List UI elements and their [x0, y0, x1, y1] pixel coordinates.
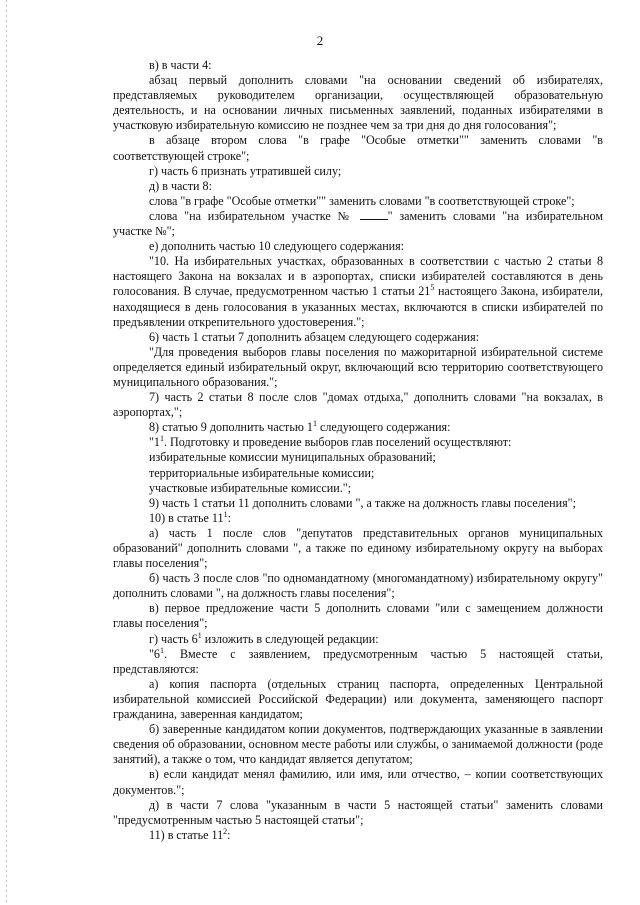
text-run: 8) статью 9 дополнить частью 1 — [149, 420, 313, 435]
paragraph: в) первое предложение части 5 дополнить словами "или с замещением должности главы поселения"; — [113, 601, 603, 631]
text-run: "6 — [149, 646, 160, 661]
paragraph: в) в части 4: — [149, 58, 212, 72]
paragraph — [113, 254, 603, 329]
paragraph: д) в части 7 слова "указанным в части 5 настоящей статьи" заменить словами "предусмотренным частью 5 настоящей статьи"; — [113, 797, 603, 827]
document-body — [113, 58, 603, 843]
paragraph: а) копия паспорта (отдельных страниц паспорта, определенных Центральной избирательной комиссией Российской Федерации) или документа, заменяющего паспорт гражданина, заверенная кандидатом; — [113, 676, 603, 722]
paragraph: д) в части 8: — [149, 178, 212, 193]
paragraph: 6) часть 1 статьи 7 дополнить абзацем следующего содержания: — [149, 329, 480, 344]
text-run: " заменить словами "на избирательном участке №"; — [113, 208, 603, 239]
paragraph: "Для проведения выборов главы поселения по мажоритарной избирательной системе определяется единый избирательный округ, включающий всю территорию соответствующего муниципального образования."; — [113, 344, 603, 389]
text-run: . Вместе с заявлением, предусмотренным частью 5 настоящей статьи, представляются: — [113, 646, 603, 676]
paragraph: избирательные комиссии муниципальных образований; — [149, 450, 436, 465]
text-run: г) часть 6 — [149, 631, 198, 646]
text-run: 11) в статье 11 — [149, 827, 224, 842]
text-run: "1 — [149, 435, 160, 450]
superscript: 1 — [159, 645, 164, 655]
paragraph: слова "в графе "Особые отметки"" заменить словами "в соответствующей строке"; — [149, 193, 575, 208]
text-run: : — [227, 827, 231, 842]
paragraph: участковые избирательные комиссии."; — [149, 480, 352, 495]
paragraph — [113, 647, 603, 677]
paragraph — [113, 209, 603, 239]
paragraph: 9) часть 1 статьи 11 дополнить словами ", а также на должность главы поселения"; — [149, 495, 576, 510]
paragraph: е) дополнить частью 10 следующего содержания: — [149, 239, 405, 254]
scan-edge-line — [6, 0, 7, 905]
text-run: настоящего Закона, избиратели, находящиеся в день голосования в указанных местах, включаются в списки избирателей по предъявлении открепительного удостоверения."; — [113, 284, 603, 329]
superscript: 1 — [159, 434, 164, 444]
paragraph: территориальные избирательные комиссии; — [149, 465, 375, 480]
paragraph: в) если кандидат менял фамилию, или имя, или отчество, – копии соответствующих документов."; — [113, 767, 603, 797]
paragraph — [113, 828, 603, 843]
superscript: 1 — [312, 419, 317, 429]
text-run: 10) в статье 11 — [149, 510, 224, 525]
paragraph: б) часть 3 после слов "по одномандатному (многомандатному) избирательному округу" дополнить словами ", на должность главы поселения"; — [113, 571, 603, 601]
paragraph — [113, 632, 603, 647]
superscript: 2 — [223, 826, 228, 836]
text-run: . Подготовку и проведение выборов глав поселений осуществляют: — [163, 435, 512, 450]
paragraph: 7) часть 2 статьи 8 после слов "домах отдыха," дополнить словами "на вокзалах, в аэропортах,"; — [113, 390, 603, 420]
paragraph: абзац первый дополнить словами "на основании сведений об избирателях, представляемых руководителем организации, осуществляющей образовательную деятельность, и на основании личных письменных заявлений, поданных избирателями в участковую избирательную комиссию не позднее чем за три дня до дня голосования"; — [113, 73, 603, 133]
paragraph: б) заверенные кандидатом копии документов, подтверждающих указанные в заявлении сведения об образовании, основном месте работы или службы, о занимаемой должности (роде занятий), а также о том, что кандидат является депутатом; — [113, 722, 603, 767]
superscript: 5 — [430, 283, 435, 293]
superscript: 1 — [197, 630, 202, 640]
text-run: слова "на избирательном участке № — [149, 208, 353, 223]
paragraph: в абзаце втором слова "в графе "Особые отметки"" заменить словами "в соответствующей строке"; — [113, 133, 603, 163]
paragraph — [113, 435, 603, 450]
paragraph — [113, 420, 603, 435]
page-number: 2 — [316, 33, 324, 48]
text-run: : — [227, 510, 231, 525]
superscript: 1 — [223, 509, 228, 519]
text-run: изложить в следующей редакции: — [201, 631, 379, 646]
paragraph: а) часть 1 после слов "депутатов представительных органов муниципальных образований" дополнить словами ", а также по единому избирательному округу на выборах главы поселения"; — [113, 525, 603, 571]
blank-line — [360, 210, 388, 220]
text-run: "10. На избирательных участках, образованных в соответствии с частью 2 статьи 8 настоящего Закона на вокзалах и в аэропортах, списки избирателей составляются в день голосования. В случае, предусмотренном частью 1 статьи 21 — [113, 254, 603, 299]
paragraph — [113, 511, 603, 526]
text-run: следующего содержания: — [316, 420, 451, 435]
paragraph: г) часть 6 признать утратившей силу; — [149, 163, 342, 178]
